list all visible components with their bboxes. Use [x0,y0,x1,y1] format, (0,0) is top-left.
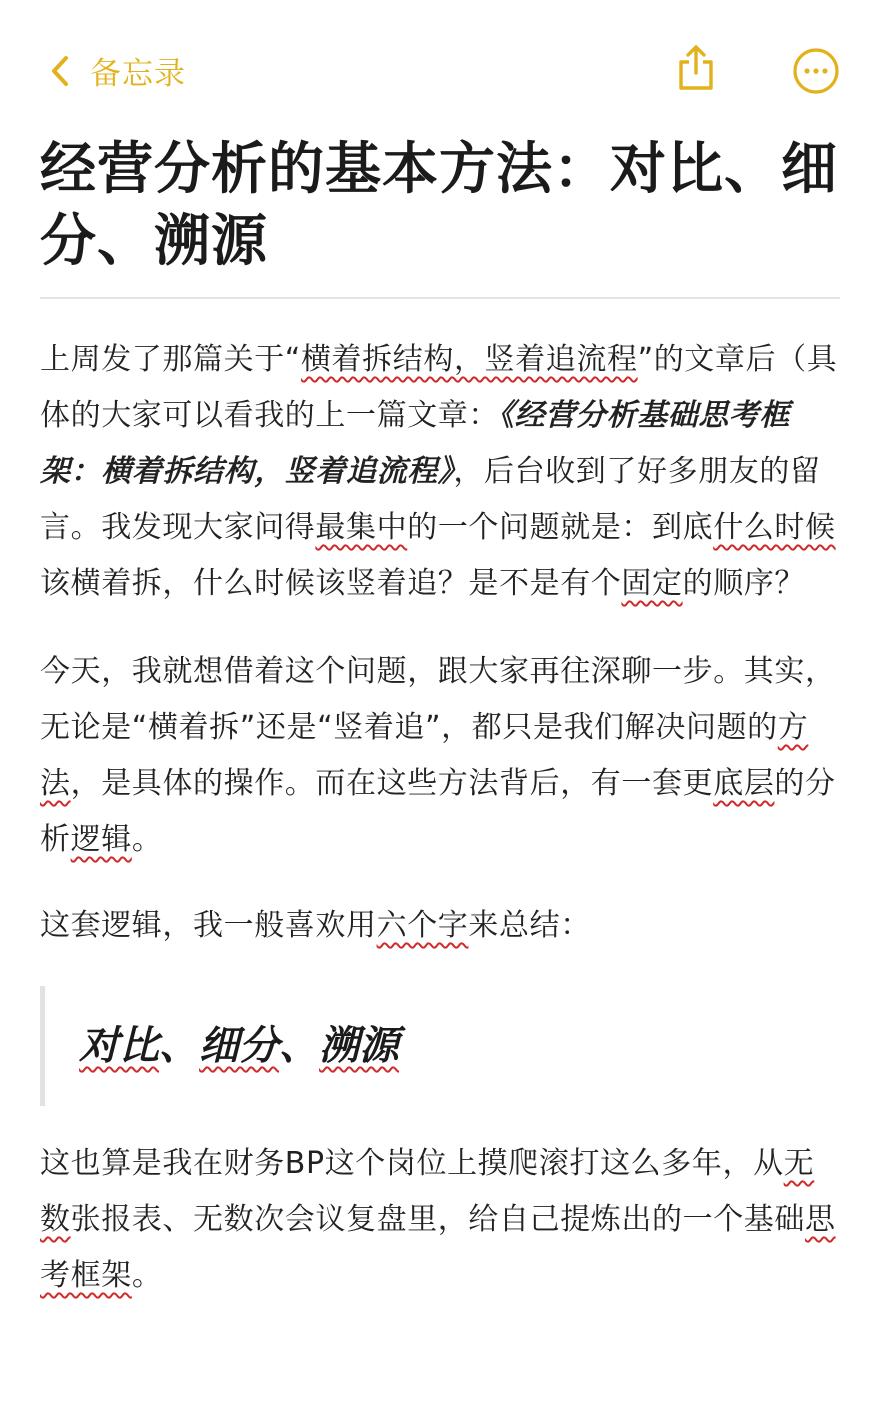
text-run: 今天，我就想借着这个问题，跟大家再往深聊一步。其实，无论是“横着拆”还是“竖着追”，都只是我们解决问题的 [40,654,836,745]
misspelled-word[interactable]: 最集中 [315,510,408,545]
text-run: 的分析 [40,766,836,857]
chevron-left-icon [50,54,70,88]
navigation-bar [0,0,880,140]
text-run: 、 [159,1023,199,1069]
text-run: ，后台收到了好多朋友的留言。我发现大家问得 [40,454,821,545]
text-run: 、 [279,1023,319,1069]
paragraph-3 [40,898,840,954]
block-quote [40,986,840,1106]
text-run: 的顺序？ [682,566,806,601]
paragraph-2 [40,644,840,868]
misspelled-word[interactable]: 思考框架 [40,1202,836,1293]
misspelled-word[interactable]: 方法 [40,710,809,801]
paragraph-4 [40,1136,840,1304]
text-run: 张报表、无数次会议复盘里，给自己提炼出的一个基础 [70,1202,806,1237]
share-button[interactable] [676,42,716,92]
more-options-button[interactable] [792,47,840,95]
share-icon [676,77,716,96]
misspelled-word[interactable]: 对比 [79,1023,159,1069]
article-reference: 《经营分析基础思考框架：横着拆结构，竖着追流程》 [40,398,790,489]
text-run: 该横着拆，什么时候该竖着追？是不是有个 [40,566,622,601]
text-run: 的一个问题就是：到底 [407,510,714,545]
text-run: 这也算是我在财务BP这个岗位上摸爬滚打这么多年，从 [40,1146,784,1181]
misspelled-word[interactable]: 横着拆结构，竖着追流程 [300,342,638,377]
text-run: 这套逻辑，我一般喜欢用 [40,908,377,943]
back-button[interactable] [50,48,186,93]
misspelled-word[interactable]: 什么时候 [713,510,836,545]
note-body[interactable] [40,332,840,1304]
text-run: 来总结： [468,908,591,943]
text-run: 。 [131,822,163,857]
text-run: 。 [131,1258,163,1293]
title-divider [40,297,840,299]
text-run: ，是具体的操作。而在这些方法背后，有一套更 [70,766,714,801]
misspelled-word[interactable]: 固定 [621,566,683,601]
text-run: 上周发了那篇关于“ [40,342,301,377]
misspelled-word[interactable]: 溯源 [319,1023,399,1069]
note-title[interactable]: 经营分析的基本方法：对比、细分、溯源 [40,137,838,274]
misspelled-word[interactable]: 细分 [199,1023,279,1069]
misspelled-word[interactable]: 逻辑 [70,822,132,857]
misspelled-word[interactable]: 无数 [40,1146,815,1237]
back-label: 备忘录 [90,56,186,92]
text-run: ”的文章后（具体的大家可以看我的上一篇文章： [40,342,838,433]
paragraph-1 [40,332,840,612]
misspelled-word[interactable]: 底层 [713,766,775,801]
more-options-icon [792,80,840,99]
misspelled-word[interactable]: 六个字 [376,908,469,943]
quote-text [79,1000,840,1092]
